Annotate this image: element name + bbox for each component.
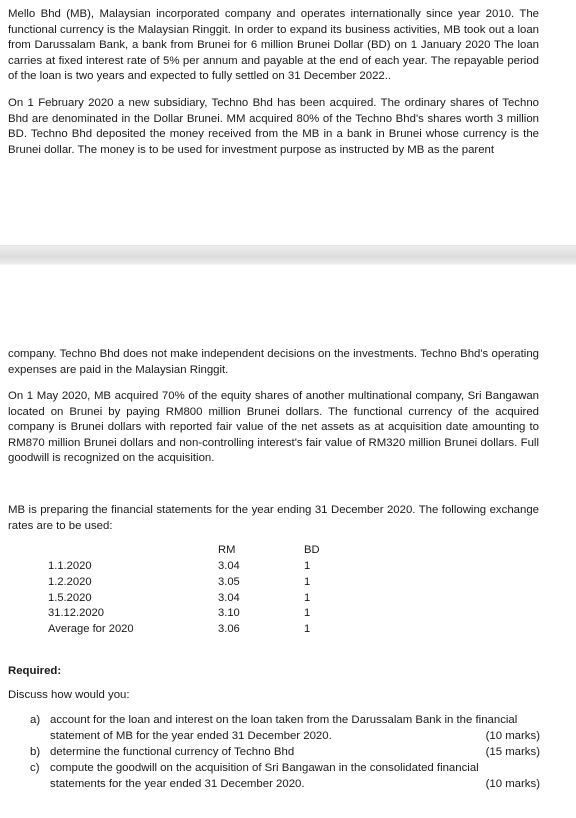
techno-paragraph: On 1 February 2020 a new subsidiary, Techno Bhd has been acquired. The ordinary shares of Techno Bhd are denominated in the Dollar Brunei. MM acquired 80% of the Techno Bhd's shares worth 3 million BD. Techno Bhd deposited the money received from the MB in a bank in Brunei whose currency is the Brunei dollar. The money is to be used for investment purpose as instructed by MB as the parent	[8, 97, 539, 156]
sri-bangawan-paragraph: On 1 May 2020, MB acquired 70% of the equity shares of another multinational company, Sri Bangawan located on Brunei by paying RM800 million Brunei dollars. The functional currency of the acquired company is Brunei dollars with reported fair value of the net assets as at acquisition date amounting to RM870 million Brunei dollars and non-controlling interest's fair value of RM320 million Brunei dollars. Full goodwill is recognized on the acquisition.	[8, 390, 539, 464]
rate-date: 31.12.2020	[48, 607, 104, 620]
header-cell-rm: RM	[218, 544, 236, 557]
rate-bd: 1	[304, 591, 311, 604]
rate-rm: 3.10	[218, 607, 240, 620]
question-text-line1: account for the loan and interest on the loan taken from the Darussalam Bank in the financial	[50, 714, 518, 726]
table-row	[48, 559, 334, 575]
rate-bd: 1	[304, 623, 311, 636]
question-text-line1: compute the goodwill on the acquisition of Sri Bangawan in the consolidated financial	[50, 762, 479, 774]
required-intro: Discuss how would you:	[8, 689, 130, 701]
rate-bd: 1	[304, 607, 311, 620]
rate-date: 1.5.2020	[48, 591, 92, 604]
intro-paragraph: Mello Bhd (MB), Malaysian incorporated company and operates internationally since year 2010. The functional currency is the Malaysian Ringgit. In order to expand its business activities, MB took out a loan from Darussalam Bank, a bank from Brunei for 6 million Brunei Dollar (BD) on 1 January 2020 The loan carries at fixed interest rate of 5% per annum and payable at the end of each year. The repayable period of the loan is two years and expected to fully settled on 31 December 2022..	[8, 8, 539, 82]
required-heading: Required:	[8, 665, 62, 677]
rate-date: Average for 2020	[48, 623, 134, 636]
table-row	[48, 590, 334, 606]
rate-date: 1.2.2020	[48, 575, 92, 588]
table-row	[48, 575, 334, 591]
page-break-divider	[0, 245, 576, 265]
header-cell-bd: BD	[304, 544, 320, 557]
question-text-line2: statement of MB for the year ended 31 December 2020.	[50, 730, 332, 742]
table-row	[48, 622, 334, 638]
question-marks: (10 marks)	[485, 730, 540, 742]
rate-bd: 1	[304, 559, 311, 572]
rate-bd: 1	[304, 575, 311, 588]
exchange-rates-intro: MB is preparing the financial statements for the year ending 31 December 2020. The following exchange rates are to be used:	[8, 504, 539, 532]
question-letter: c)	[30, 762, 40, 774]
rate-rm: 3.04	[218, 591, 240, 604]
header-cell-date	[48, 543, 218, 559]
rate-date: 1.1.2020	[48, 559, 92, 572]
table-header-row	[48, 543, 334, 559]
table-row	[48, 606, 334, 622]
techno-continued-paragraph: company. Techno Bhd does not make independent decisions on the investments. Techno Bhd's operating expenses are paid in the Malaysian Ringgit.	[8, 348, 539, 376]
question-text-line2: statements for the year ended 31 December 2020.	[50, 778, 305, 790]
exchange-rates-table	[48, 543, 334, 638]
question-text-line1: determine the functional currency of Techno Bhd	[50, 746, 295, 758]
question-marks: (10 marks)	[485, 778, 540, 790]
rate-rm: 3.04	[218, 559, 240, 572]
question-letter: a)	[30, 714, 41, 726]
rate-rm: 3.06	[218, 623, 240, 636]
question-letter: b)	[30, 746, 41, 758]
rate-rm: 3.05	[218, 575, 240, 588]
question-marks: (15 marks)	[485, 746, 540, 758]
